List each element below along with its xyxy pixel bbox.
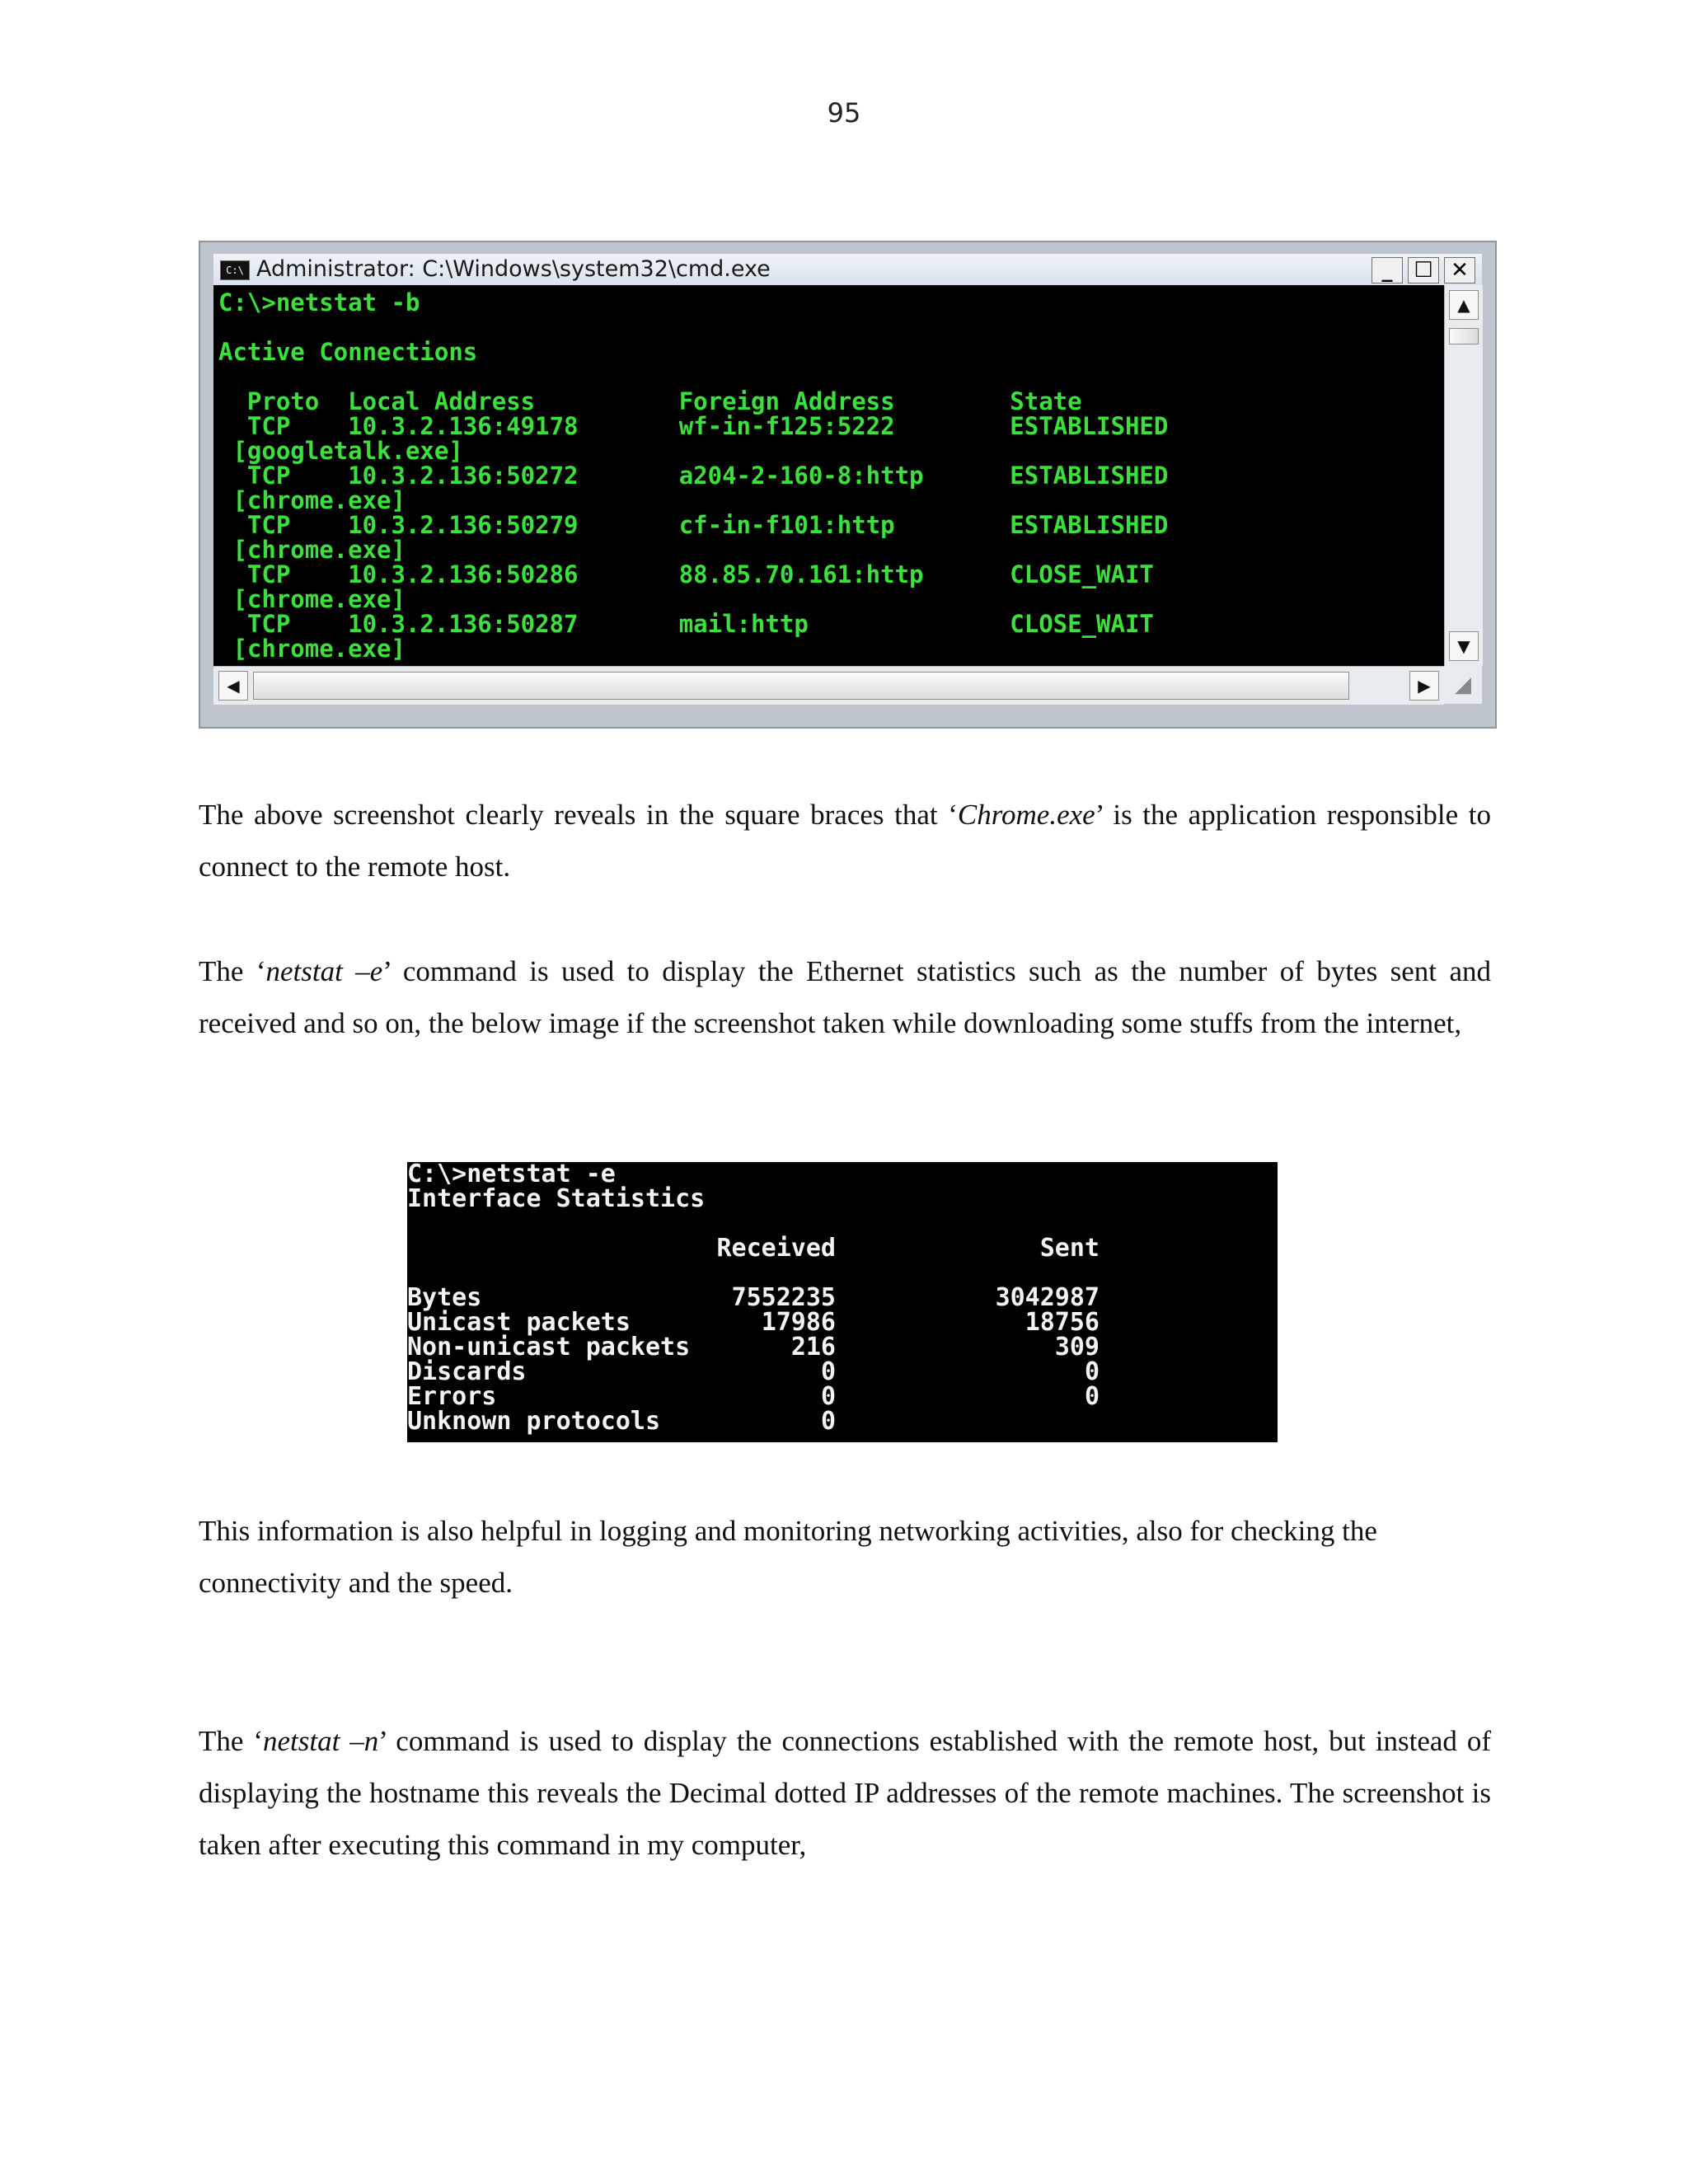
console-line: [googletalk.exe] bbox=[218, 437, 463, 465]
console-line: TCP 10.3.2.136:50272 a204-2-160-8:http ESTABLISHED bbox=[218, 462, 1169, 490]
console-line: TCP 10.3.2.136:50287 mail:http CLOSE_WAIT bbox=[218, 610, 1154, 638]
paragraph-netstat-e: The ‘netstat –e’ command is used to display the Ethernet statistics such as the number of bytes sent and received and so on, the below image if the screenshot taken while downloading some stuffs from the internet, bbox=[199, 955, 1491, 1039]
console-line: Active Connections bbox=[218, 338, 478, 366]
stats-received-value: 17986 bbox=[761, 1308, 836, 1337]
stats-sent-value: 309 bbox=[1054, 1333, 1100, 1361]
stats-received-value: 0 bbox=[820, 1407, 836, 1436]
scroll-right-icon: ▶ bbox=[1409, 671, 1439, 701]
resize-grip-icon: ◢ bbox=[1444, 666, 1482, 704]
scroll-down-icon: ▼ bbox=[1449, 631, 1479, 661]
stats-received-value: 216 bbox=[790, 1333, 836, 1361]
stats-received-value: 7552235 bbox=[731, 1283, 836, 1312]
console-line: [chrome.exe] bbox=[218, 536, 406, 564]
stats-heading: Interface Statistics bbox=[407, 1184, 706, 1213]
scroll-left-icon: ◀ bbox=[218, 671, 248, 701]
console-line: TCP 10.3.2.136:49178 wf-in-f125:5222 ESTABLISHED bbox=[218, 412, 1169, 440]
stats-sent-value: 0 bbox=[1084, 1357, 1100, 1386]
stats-row-label: Errors bbox=[407, 1382, 497, 1411]
close-icon: ✕ bbox=[1444, 257, 1475, 284]
column-header-sent: Sent bbox=[1039, 1234, 1100, 1263]
stats-row-label: Bytes bbox=[407, 1283, 482, 1312]
console-line: TCP 10.3.2.136:50279 cf-in-f101:http ESTABLISHED bbox=[218, 511, 1169, 539]
stats-row-label: Non-unicast packets bbox=[407, 1333, 691, 1361]
stats-row-label: Unicast packets bbox=[407, 1308, 631, 1337]
horizontal-scroll-thumb bbox=[253, 672, 1349, 700]
console-line: [chrome.exe] bbox=[218, 585, 406, 613]
vertical-scroll-thumb bbox=[1449, 328, 1479, 344]
scroll-up-icon: ▲ bbox=[1449, 290, 1479, 320]
interface-statistics-screenshot bbox=[407, 1162, 1278, 1442]
console-line: [chrome.exe] bbox=[218, 486, 406, 514]
paragraph-monitoring: This information is also helpful in logging and monitoring networking activities, also for checking the connectivity and the speed. bbox=[199, 1515, 1377, 1599]
console-icon: C:\ bbox=[220, 260, 250, 280]
stats-received-value: 0 bbox=[820, 1357, 836, 1386]
console-line: C:\>netstat -b bbox=[218, 288, 420, 316]
horizontal-scrollbar bbox=[213, 666, 1444, 705]
stats-sent-value: 3042987 bbox=[995, 1283, 1100, 1312]
emphasis-netstat-n: netstat –n bbox=[263, 1725, 379, 1757]
paragraph-netstat-n: The ‘netstat –n’ command is used to display the connections established with the remote host, but instead of displaying the hostname this reveals the Decimal dotted IP addresses of the remote machines. The screenshot is taken after executing this command in my computer, bbox=[199, 1725, 1492, 1861]
window-titlebar bbox=[213, 254, 1482, 286]
cmd-window-screenshot bbox=[199, 241, 1497, 729]
stats-sent-value: 0 bbox=[1084, 1382, 1100, 1411]
vertical-scrollbar bbox=[1444, 285, 1483, 666]
console-line: Proto Local Address Foreign Address State bbox=[218, 387, 1082, 415]
window-title: Administrator: C:\Windows\system32\cmd.exe bbox=[256, 256, 771, 282]
emphasis-chrome-exe: Chrome.exe bbox=[957, 799, 1095, 831]
stats-row-label: Unknown protocols bbox=[407, 1407, 661, 1436]
emphasis-netstat-e: netstat –e bbox=[265, 955, 383, 987]
console-line: [chrome.exe] bbox=[218, 635, 406, 663]
stats-sent-value: 18756 bbox=[1025, 1308, 1100, 1337]
console-line: TCP 10.3.2.136:50286 88.85.70.161:http CLOSE_WAIT bbox=[218, 560, 1154, 588]
stats-received-value: 0 bbox=[820, 1382, 836, 1411]
paragraph-chrome: The above screenshot clearly reveals in the square braces that ‘Chrome.exe’ is the application responsible to connect to the remote host. bbox=[199, 799, 1491, 883]
page-number: 95 bbox=[827, 97, 861, 129]
maximize-icon: ☐ bbox=[1408, 257, 1439, 284]
console-output bbox=[213, 285, 1444, 666]
stats-row-label: Discards bbox=[407, 1357, 527, 1386]
column-header-received: Received bbox=[716, 1234, 836, 1263]
minimize-icon: _ bbox=[1372, 257, 1403, 284]
stats-command: C:\>netstat -e bbox=[407, 1162, 616, 1188]
